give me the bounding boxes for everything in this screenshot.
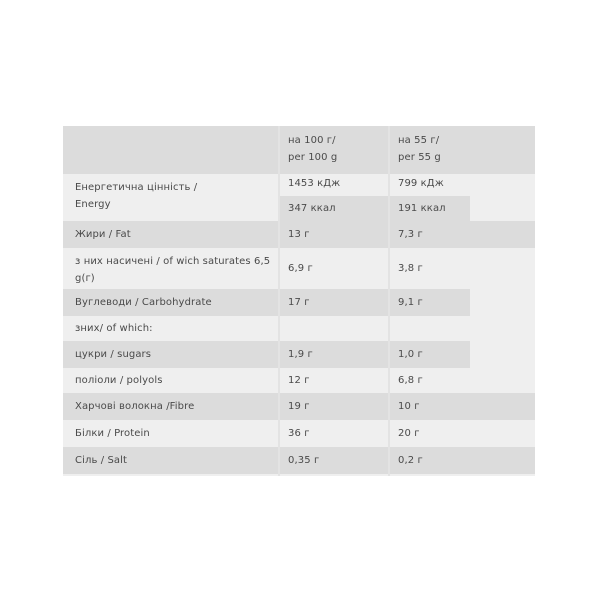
row-energy-kj-100: 1453 кДж bbox=[288, 178, 341, 189]
row-energy-kj-55: 799 кДж bbox=[398, 178, 444, 189]
row-fibre-100: 19 г bbox=[288, 401, 310, 412]
row-carbs-100: 17 г bbox=[288, 297, 310, 308]
row-carbs-label: Вуглеводи / Carbohydrate bbox=[75, 297, 212, 308]
row-protein-label: Білки / Protein bbox=[75, 428, 150, 439]
row-sugars-label: цукри / sugars bbox=[75, 349, 152, 360]
row-energy-label-1: Енергетична цінність / bbox=[75, 182, 198, 193]
row-fat-label: Жири / Fat bbox=[75, 229, 131, 240]
row-salt-label: Сіль / Salt bbox=[75, 455, 128, 466]
row-salt-100: 0,35 г bbox=[288, 455, 320, 466]
header-col3-line2: per 55 g bbox=[398, 152, 441, 163]
row-energy-kcal-55: 191 ккал bbox=[398, 203, 446, 214]
row-protein-55: 20 г bbox=[398, 428, 420, 439]
row-energy-kcal-100: 347 ккал bbox=[288, 203, 336, 214]
row-sugars-100: 1,9 г bbox=[288, 349, 313, 360]
row-sugars-55: 1,0 г bbox=[398, 349, 423, 360]
header-col3-line1: на 55 г/ bbox=[398, 135, 440, 146]
row-salt-55: 0,2 г bbox=[398, 455, 423, 466]
row-saturates-100: 6,9 г bbox=[288, 263, 313, 274]
row-polyols-100: 12 г bbox=[288, 375, 310, 386]
row-saturates-label-1: з них насичені / of wich saturates 6,5 bbox=[75, 256, 271, 267]
header-col2-line1: на 100 г/ bbox=[288, 135, 336, 146]
row-fibre-55: 10 г bbox=[398, 401, 420, 412]
row-energy-label-2: Energy bbox=[75, 199, 111, 210]
row-carbs-55: 9,1 г bbox=[398, 297, 423, 308]
header-col2-line2: per 100 g bbox=[288, 152, 338, 163]
row-fat-55: 7,3 г bbox=[398, 229, 423, 240]
row-fat-100: 13 г bbox=[288, 229, 310, 240]
row-fibre-label: Харчові волокна /Fibre bbox=[75, 401, 195, 412]
row-saturates-55: 3,8 г bbox=[398, 263, 423, 274]
row-of-which-label: зних/ of which: bbox=[75, 323, 153, 334]
row-protein-100: 36 г bbox=[288, 428, 310, 439]
nutrition-table bbox=[63, 126, 535, 476]
row-polyols-55: 6,8 г bbox=[398, 375, 423, 386]
row-polyols-label: поліоли / polyols bbox=[75, 375, 163, 386]
row-saturates-label-2: g(г) bbox=[75, 273, 95, 284]
